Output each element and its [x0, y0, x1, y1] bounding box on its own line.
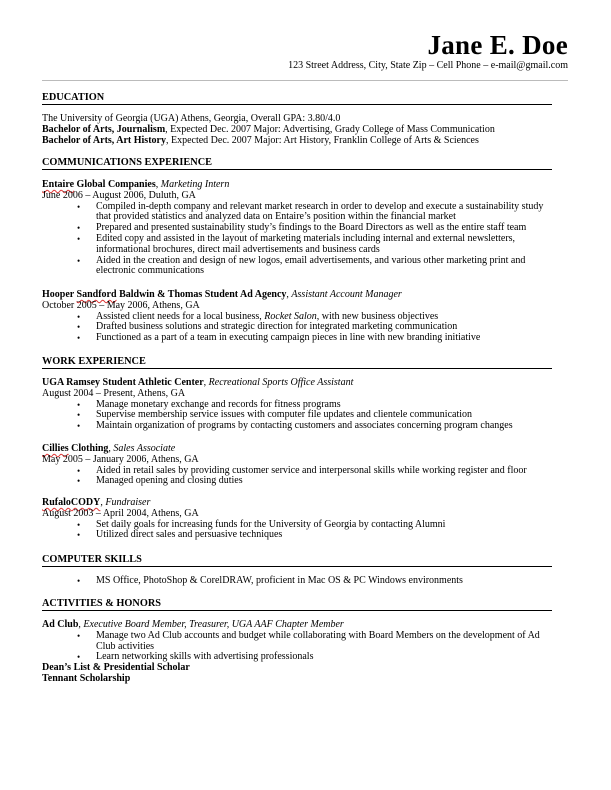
list-item: • Prepared and presented sustainability study’s findings to the Board Directors as well as the entire staff team [42, 223, 560, 234]
job-role: Fundraiser [105, 497, 151, 508]
org-name-rest: Global Companies [74, 179, 156, 190]
org-name: Cillies [42, 443, 69, 454]
bullet-list [42, 520, 562, 542]
list-item: • MS Office, PhotoShop & CorelDRAW, proficient in Mac OS & PC Windows environments [42, 576, 560, 587]
list-item: • Maintain organization of programs by contacting customers and associates concerning program changes [42, 421, 560, 432]
club-line: Ad Club, Executive Board Member, Treasurer, UGA AAF Chapter Member [42, 619, 344, 630]
contact-line: 123 Street Address, City, State Zip – Cell Phone – e-mail@gmail.com [288, 60, 568, 71]
org-name: Hooper [42, 289, 77, 300]
job-dates: October 2005 – May 2006, Athens, GA [42, 299, 200, 311]
honor-item: Tennant Scholarship [42, 672, 131, 684]
job-rufalocody [42, 498, 562, 541]
org-name-rest: Baldwin & Thomas Student Ad Agency [116, 289, 287, 300]
org-name-rest: Clothing [68, 443, 109, 454]
job-entaire [42, 180, 562, 277]
list-item: • Edited copy and assisted in the layout of marketing materials including internal and external newsletters, informational brochures, direct mail advertisements and business cards [42, 234, 560, 256]
org-name: UGA Ramsey Student Athletic Center [42, 377, 204, 388]
bullet-list [42, 631, 562, 663]
activities-block [42, 620, 562, 685]
degree-title: Bachelor of Arts, Art History [42, 134, 166, 146]
org-name: Entaire [42, 179, 75, 190]
job-dates: August 2004 – Present, Athens, GA [42, 387, 186, 399]
job-title-line: RufaloCODY, Fundraiser [42, 497, 151, 508]
honor-item: Dean’s List & Presidential Scholar [42, 662, 190, 674]
list-item: • Aided in the creation and design of new logos, email advertisements, and various other marketing print and electronic communications [42, 256, 560, 278]
job-dates: August 2003 – April 2004, Athens, GA [42, 507, 199, 519]
list-item: • Managed opening and closing duties [42, 476, 560, 487]
header-divider [42, 80, 568, 81]
job-role: Sales Associate [113, 443, 176, 454]
degree-title: Bachelor of Arts, Journalism [42, 123, 166, 135]
list-item: • Manage two Ad Club accounts and budget while collaborating with Board Members on the development of Ad Club activities [42, 631, 560, 653]
list-item: • Drafted business solutions and strategic direction for integrated marketing communication [42, 322, 560, 333]
job-title-line: Hooper Sandford Baldwin & Thomas Student Ad Agency, Assistant Account Manager [42, 289, 402, 300]
section-heading-skills: COMPUTER SKILLS [42, 554, 552, 567]
list-item: • Manage monetary exchange and records for fitness programs [42, 400, 560, 411]
list-item: • Assisted client needs for a local business, Rocket Salon, with new business objectives [42, 312, 560, 323]
university-line: The University of Georgia (UGA) Athens, Georgia, Overall GPA: 3.80/4.0 [42, 113, 341, 124]
job-dates: May 2005 – January 2006, Athens, GA [42, 453, 199, 465]
degree-art-history [42, 136, 562, 147]
org-name: RufaloCODY [42, 497, 101, 508]
list-item: • Functioned as a part of a team in executing campaign pieces in line with new branding initiative [42, 333, 560, 344]
job-role: Marketing Intern [160, 179, 230, 190]
section-heading-activities: ACTIVITIES & HONORS [42, 598, 552, 611]
job-dates: June 2006 – August 2006, Duluth, GA [42, 189, 196, 201]
list-item: • Utilized direct sales and persuasive techniques [42, 530, 560, 541]
list-item: • Learn networking skills with advertising professionals [42, 652, 560, 663]
list-item: • Supervise membership service issues with computer file updates and clientele communication [42, 410, 560, 421]
job-title-line: UGA Ramsey Student Athletic Center, Recreational Sports Office Assistant [42, 377, 354, 388]
bullet-list [42, 400, 562, 432]
job-cillies [42, 444, 562, 487]
org-name-part: Sandford [76, 289, 117, 300]
club-role: Executive Board Member, Treasurer, UGA AAF Chapter Member [83, 619, 344, 630]
list-item: • Compiled in-depth company and relevant market research in order to develop and execute a sustainability study that provided statistics and analyzed data on Entaire’s position within the financial market [42, 202, 560, 224]
bullet-list [42, 312, 562, 344]
list-item: • Aided in retail sales by providing customer service and interpersonal skills while working register and floor [42, 466, 560, 477]
job-title-line: Cillies Clothing, Sales Associate [42, 443, 176, 454]
section-heading-work: WORK EXPERIENCE [42, 356, 552, 369]
skills-block [42, 576, 562, 587]
degree-details: , Expected Dec. 2007 Major: Advertising, Grady College of Mass Communication [165, 123, 495, 135]
job-hooper [42, 290, 562, 344]
bullet-list [42, 202, 562, 278]
bullet-list [42, 466, 562, 488]
job-role: Recreational Sports Office Assistant [208, 377, 354, 388]
job-role: Assistant Account Manager [291, 289, 402, 300]
job-ramsey [42, 378, 562, 432]
section-heading-education: EDUCATION [42, 92, 552, 105]
degree-details: , Expected Dec. 2007 Major: Art History, Franklin College of Arts & Sciences [165, 134, 479, 146]
job-title-line: Entaire Global Companies, Marketing Intern [42, 179, 230, 190]
applicant-name: Jane E. Doe [427, 30, 568, 60]
section-heading-communications: COMMUNICATIONS EXPERIENCE [42, 157, 552, 170]
bullet-list [42, 576, 562, 587]
club-name: Ad Club [42, 619, 79, 630]
education-block [42, 114, 562, 146]
list-item: • Set daily goals for increasing funds for the University of Georgia by contacting Alumni [42, 520, 560, 531]
